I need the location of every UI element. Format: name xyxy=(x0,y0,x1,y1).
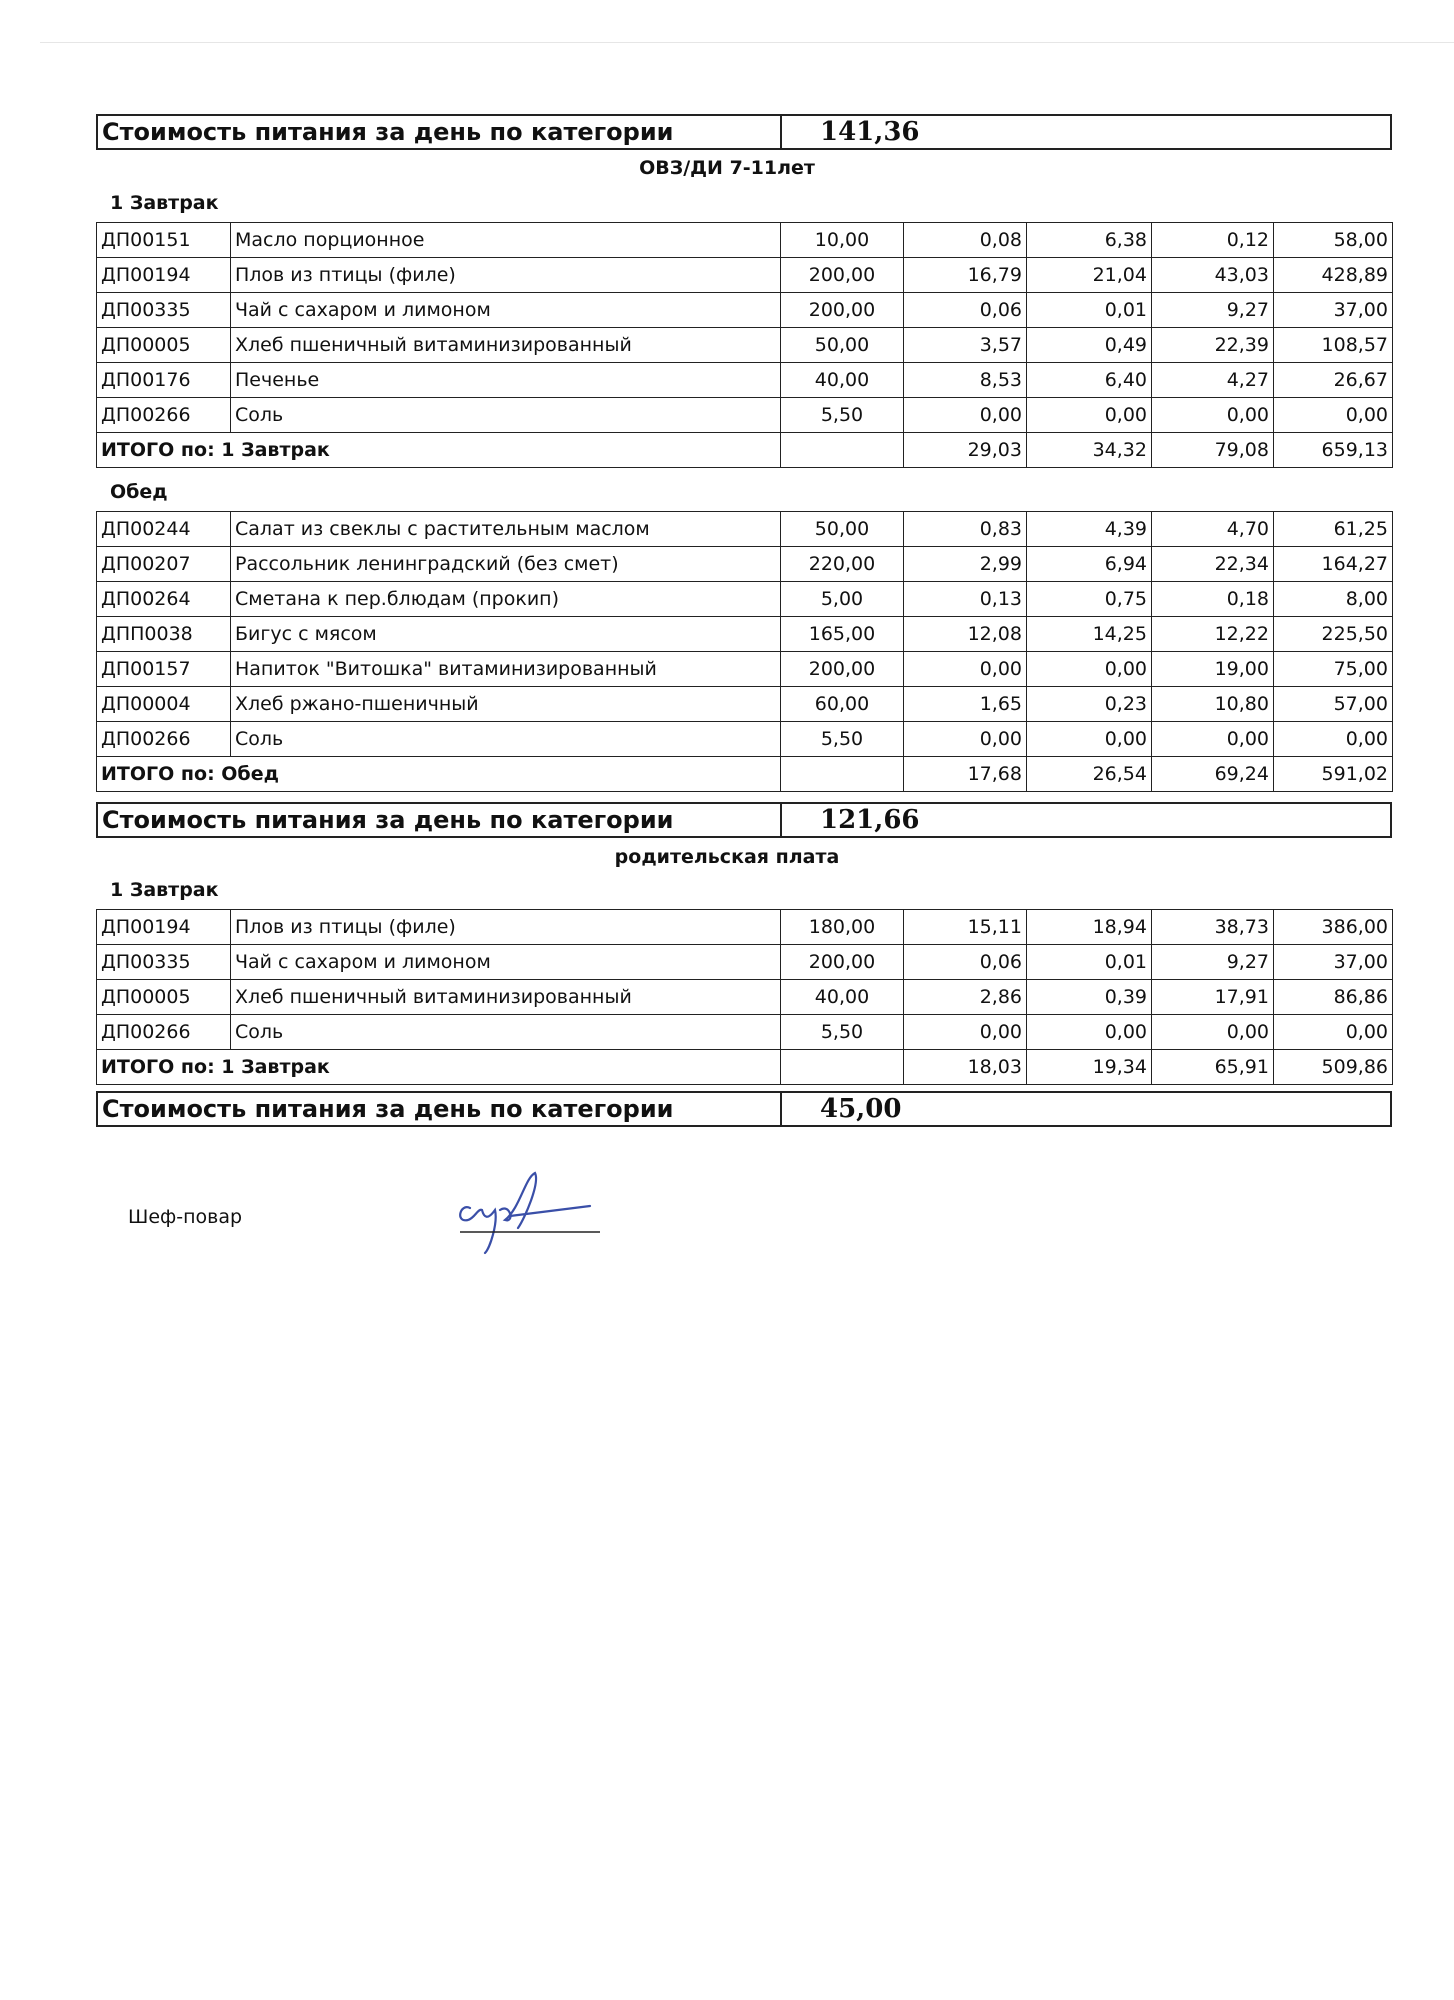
proteins: 0,08 xyxy=(904,223,1027,258)
total-row xyxy=(97,757,1393,792)
table-row xyxy=(97,652,1393,687)
fats: 0,00 xyxy=(1027,398,1152,433)
calories: 75,00 xyxy=(1274,652,1393,687)
dish-code: ДПП0038 xyxy=(97,617,231,652)
dish-name: Соль xyxy=(231,1015,781,1050)
chef-signature xyxy=(440,1168,610,1258)
proteins: 0,83 xyxy=(904,512,1027,547)
dish-name: Бигус с мясом xyxy=(231,617,781,652)
table-row xyxy=(97,1015,1393,1050)
portion-weight: 180,00 xyxy=(781,910,904,945)
portion-weight: 220,00 xyxy=(781,547,904,582)
portion-weight: 40,00 xyxy=(781,980,904,1015)
daily-cost-label: Стоимость питания за день по категории xyxy=(98,804,782,836)
portion-weight: 200,00 xyxy=(781,293,904,328)
dish-name: Салат из свеклы с растительным маслом xyxy=(231,512,781,547)
proteins: 15,11 xyxy=(904,910,1027,945)
carbohydrates: 9,27 xyxy=(1152,945,1274,980)
proteins: 2,99 xyxy=(904,547,1027,582)
calories: 37,00 xyxy=(1274,293,1393,328)
total-calories: 659,13 xyxy=(1274,433,1393,468)
portion-weight: 5,00 xyxy=(781,582,904,617)
portion-weight: 50,00 xyxy=(781,512,904,547)
portion-weight: 10,00 xyxy=(781,223,904,258)
dish-name: Сметана к пер.блюдам (прокип) xyxy=(231,582,781,617)
dish-code: ДП00266 xyxy=(97,398,231,433)
carbohydrates: 19,00 xyxy=(1152,652,1274,687)
carbohydrates: 0,18 xyxy=(1152,582,1274,617)
daily-cost-row xyxy=(96,802,1392,838)
category-caption: родительская плата xyxy=(614,846,840,868)
total-label: ИТОГО по: Обед xyxy=(97,757,781,792)
total-calories: 509,86 xyxy=(1274,1050,1393,1085)
dish-name: Чай с сахаром и лимоном xyxy=(231,293,781,328)
proteins: 16,79 xyxy=(904,258,1027,293)
fats: 0,49 xyxy=(1027,328,1152,363)
proteins: 0,00 xyxy=(904,1015,1027,1050)
dish-code: ДП00266 xyxy=(97,1015,231,1050)
proteins: 0,00 xyxy=(904,722,1027,757)
portion-weight: 60,00 xyxy=(781,687,904,722)
dish-name: Напиток "Витошка" витаминизированный xyxy=(231,652,781,687)
dish-name: Печенье xyxy=(231,363,781,398)
portion-weight: 165,00 xyxy=(781,617,904,652)
table-row xyxy=(97,223,1393,258)
carbohydrates: 12,22 xyxy=(1152,617,1274,652)
calories: 58,00 xyxy=(1274,223,1393,258)
daily-cost-value: 121,66 xyxy=(820,805,920,835)
portion-weight: 5,50 xyxy=(781,1015,904,1050)
carbohydrates: 0,12 xyxy=(1152,223,1274,258)
total-proteins: 29,03 xyxy=(904,433,1027,468)
dish-name: Чай с сахаром и лимоном xyxy=(231,945,781,980)
calories: 428,89 xyxy=(1274,258,1393,293)
table-row xyxy=(97,945,1393,980)
calories: 37,00 xyxy=(1274,945,1393,980)
calories: 26,67 xyxy=(1274,363,1393,398)
proteins: 1,65 xyxy=(904,687,1027,722)
table-row xyxy=(97,980,1393,1015)
dish-code: ДП00264 xyxy=(97,582,231,617)
calories: 57,00 xyxy=(1274,687,1393,722)
proteins: 2,86 xyxy=(904,980,1027,1015)
portion-weight: 5,50 xyxy=(781,722,904,757)
dish-code: ДП00266 xyxy=(97,722,231,757)
total-fats: 19,34 xyxy=(1027,1050,1152,1085)
fats: 0,00 xyxy=(1027,652,1152,687)
total-carbohydrates: 79,08 xyxy=(1152,433,1274,468)
total-proteins: 18,03 xyxy=(904,1050,1027,1085)
table-row xyxy=(97,687,1393,722)
section-title: 1 Завтрак xyxy=(110,879,219,901)
proteins: 0,06 xyxy=(904,945,1027,980)
carbohydrates: 9,27 xyxy=(1152,293,1274,328)
dish-code: ДП00194 xyxy=(97,258,231,293)
dish-name: Хлеб ржано-пшеничный xyxy=(231,687,781,722)
table-row xyxy=(97,722,1393,757)
table-row xyxy=(97,398,1393,433)
fats: 0,00 xyxy=(1027,722,1152,757)
fats: 6,38 xyxy=(1027,223,1152,258)
table-row xyxy=(97,258,1393,293)
carbohydrates: 10,80 xyxy=(1152,687,1274,722)
total-proteins: 17,68 xyxy=(904,757,1027,792)
dish-name: Соль xyxy=(231,722,781,757)
dish-name: Хлеб пшеничный витаминизированный xyxy=(231,980,781,1015)
table-row xyxy=(97,582,1393,617)
carbohydrates: 22,34 xyxy=(1152,547,1274,582)
calories: 61,25 xyxy=(1274,512,1393,547)
dish-code: ДП00004 xyxy=(97,687,231,722)
total-fats: 26,54 xyxy=(1027,757,1152,792)
menu-table-breakfast xyxy=(96,222,1393,468)
carbohydrates: 0,00 xyxy=(1152,722,1274,757)
total-weight xyxy=(781,433,904,468)
calories: 164,27 xyxy=(1274,547,1393,582)
dish-name: Рассольник ленинградский (без смет) xyxy=(231,547,781,582)
fats: 0,00 xyxy=(1027,1015,1152,1050)
dish-code: ДП00151 xyxy=(97,223,231,258)
menu-table-lunch xyxy=(96,511,1393,792)
calories: 86,86 xyxy=(1274,980,1393,1015)
dish-name: Хлеб пшеничный витаминизированный xyxy=(231,328,781,363)
fats: 0,39 xyxy=(1027,980,1152,1015)
table-row xyxy=(97,293,1393,328)
calories: 386,00 xyxy=(1274,910,1393,945)
total-weight xyxy=(781,757,904,792)
portion-weight: 200,00 xyxy=(781,652,904,687)
fats: 6,40 xyxy=(1027,363,1152,398)
carbohydrates: 0,00 xyxy=(1152,1015,1274,1050)
daily-cost-row xyxy=(96,114,1392,150)
dish-code: ДП00005 xyxy=(97,328,231,363)
daily-cost-value: 141,36 xyxy=(820,117,920,147)
carbohydrates: 4,70 xyxy=(1152,512,1274,547)
table-row xyxy=(97,363,1393,398)
fats: 4,39 xyxy=(1027,512,1152,547)
dish-code: ДП00176 xyxy=(97,363,231,398)
total-carbohydrates: 65,91 xyxy=(1152,1050,1274,1085)
dish-code: ДП00005 xyxy=(97,980,231,1015)
portion-weight: 50,00 xyxy=(781,328,904,363)
carbohydrates: 38,73 xyxy=(1152,910,1274,945)
proteins: 0,00 xyxy=(904,652,1027,687)
total-carbohydrates: 69,24 xyxy=(1152,757,1274,792)
calories: 108,57 xyxy=(1274,328,1393,363)
chef-label: Шеф-повар xyxy=(128,1206,243,1228)
section-title: 1 Завтрак xyxy=(110,192,219,214)
carbohydrates: 17,91 xyxy=(1152,980,1274,1015)
dish-code: ДП00157 xyxy=(97,652,231,687)
dish-name: Соль xyxy=(231,398,781,433)
total-label: ИТОГО по: 1 Завтрак xyxy=(97,1050,781,1085)
fats: 6,94 xyxy=(1027,547,1152,582)
dish-code: ДП00335 xyxy=(97,945,231,980)
proteins: 12,08 xyxy=(904,617,1027,652)
proteins: 0,06 xyxy=(904,293,1027,328)
dish-name: Плов из птицы (филе) xyxy=(231,258,781,293)
total-row xyxy=(97,1050,1393,1085)
portion-weight: 200,00 xyxy=(781,945,904,980)
proteins: 0,00 xyxy=(904,398,1027,433)
fats: 0,23 xyxy=(1027,687,1152,722)
dish-code: ДП00335 xyxy=(97,293,231,328)
daily-cost-label: Стоимость питания за день по категории xyxy=(98,1093,782,1125)
proteins: 8,53 xyxy=(904,363,1027,398)
carbohydrates: 4,27 xyxy=(1152,363,1274,398)
daily-cost-label: Стоимость питания за день по категории xyxy=(98,116,782,148)
fats: 0,75 xyxy=(1027,582,1152,617)
proteins: 0,13 xyxy=(904,582,1027,617)
table-row xyxy=(97,328,1393,363)
dish-name: Масло порционное xyxy=(231,223,781,258)
portion-weight: 200,00 xyxy=(781,258,904,293)
calories: 0,00 xyxy=(1274,722,1393,757)
category-caption: ОВЗ/ДИ 7-11лет xyxy=(639,157,815,179)
calories: 0,00 xyxy=(1274,398,1393,433)
daily-cost-value: 45,00 xyxy=(820,1094,902,1124)
calories: 8,00 xyxy=(1274,582,1393,617)
fats: 21,04 xyxy=(1027,258,1152,293)
portion-weight: 5,50 xyxy=(781,398,904,433)
calories: 225,50 xyxy=(1274,617,1393,652)
fats: 0,01 xyxy=(1027,945,1152,980)
table-row xyxy=(97,910,1393,945)
carbohydrates: 22,39 xyxy=(1152,328,1274,363)
fats: 0,01 xyxy=(1027,293,1152,328)
dish-code: ДП00244 xyxy=(97,512,231,547)
total-weight xyxy=(781,1050,904,1085)
fats: 18,94 xyxy=(1027,910,1152,945)
fats: 14,25 xyxy=(1027,617,1152,652)
daily-cost-row xyxy=(96,1091,1392,1127)
table-row xyxy=(97,547,1393,582)
carbohydrates: 0,00 xyxy=(1152,398,1274,433)
total-calories: 591,02 xyxy=(1274,757,1393,792)
carbohydrates: 43,03 xyxy=(1152,258,1274,293)
total-label: ИТОГО по: 1 Завтрак xyxy=(97,433,781,468)
dish-name: Плов из птицы (филе) xyxy=(231,910,781,945)
menu-table-parent-fee xyxy=(96,909,1393,1085)
scan-edge-line xyxy=(40,42,1454,43)
table-row xyxy=(97,512,1393,547)
portion-weight: 40,00 xyxy=(781,363,904,398)
section-title: Обед xyxy=(110,481,168,503)
dish-code: ДП00194 xyxy=(97,910,231,945)
total-fats: 34,32 xyxy=(1027,433,1152,468)
proteins: 3,57 xyxy=(904,328,1027,363)
table-row xyxy=(97,617,1393,652)
total-row xyxy=(97,433,1393,468)
dish-code: ДП00207 xyxy=(97,547,231,582)
calories: 0,00 xyxy=(1274,1015,1393,1050)
